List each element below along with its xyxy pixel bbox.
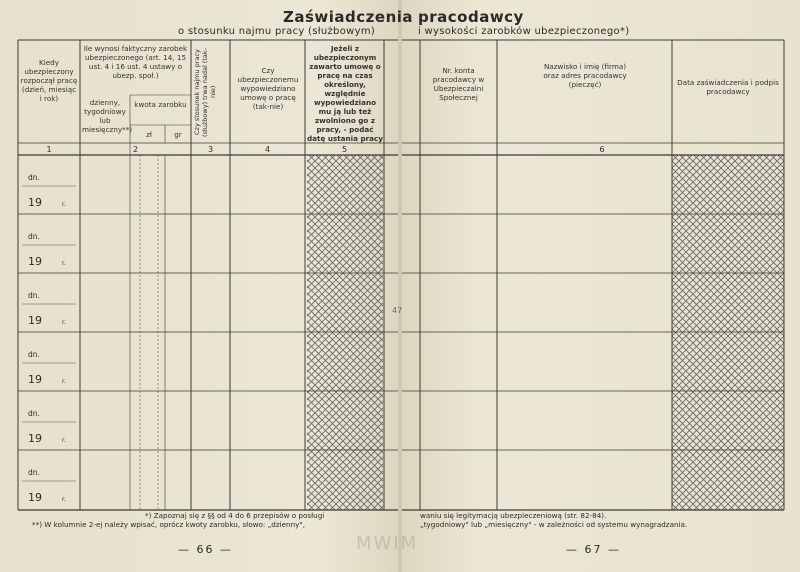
- footnote-1-right: waniu się legitymacją ubezpieczeniową (str. 82-84).: [420, 511, 607, 520]
- col6c-header: Data zaświadczenia i podpis pracodawcy: [677, 78, 779, 96]
- row-day-label: dn.: [28, 291, 40, 300]
- col-number-3: 3: [207, 145, 214, 154]
- row-year-label: 19: [28, 432, 42, 445]
- col-number-6: 6: [599, 145, 605, 154]
- col2-header: Ile wynosi faktyczny zarobek ubezpieczonego (art. 14, 15 ust. 4 i 16 ust. 4 ustawy o ubezp. społ.): [83, 44, 188, 80]
- col5-header: Jeżeli z ubezpieczonym zawarto umowę o pracę na czas określony, względnie wypowiedziano mu ją lub też zwolniono go z pracy, - podać datę ustania pracy: [307, 44, 383, 143]
- col6b-header: Nazwisko i imię (firma) oraz adres pracodawcy (pieczęć): [543, 62, 627, 89]
- title-left: Zaświadczenia: [283, 8, 414, 26]
- row-day-label: dn.: [28, 350, 40, 359]
- col6a-header: Nr. konta pracodawcy w Ubezpieczalni Społecznej: [432, 66, 485, 102]
- row-r-label: r.: [62, 260, 66, 267]
- row-year-label: 19: [28, 196, 42, 209]
- footnote-2-left: **) W kolumnie 2-ej należy wpisać, oprócz kwoty zarobku, słowo: „dzienny",: [32, 520, 306, 529]
- col2b-header: kwota zarobku: [134, 100, 187, 109]
- col2-zl: zł: [146, 130, 152, 139]
- footnote-1-left: *) Zapoznaj się z §§ od 4 do 6 przepisów o posługi: [145, 511, 325, 520]
- hatched-col6c: [672, 155, 784, 510]
- title-right: pracodawcy: [418, 8, 524, 26]
- row-day-label: dn.: [28, 409, 40, 418]
- row-r-label: r.: [62, 437, 66, 444]
- footnote-2-right: „tygodniowy" lub „miesięczny" - w zależności od systemu wynagradzania.: [420, 520, 688, 529]
- row-day-label: dn.: [28, 173, 40, 182]
- col1-header: Kiedy ubezpieczony rozpoczął pracę (dzień, miesiąc i rok): [20, 58, 78, 103]
- row-r-label: r.: [62, 201, 66, 208]
- watermark: MWIM: [356, 533, 419, 554]
- subtitle-left: o stosunku najmu pracy (służbowym): [178, 26, 376, 37]
- row-day-label: dn.: [28, 468, 40, 477]
- col-number-1: 1: [46, 145, 52, 154]
- row-year-label: 19: [28, 255, 42, 268]
- subtitle-right: i wysokości zarobków ubezpieczonego*): [418, 26, 630, 37]
- row-r-label: r.: [62, 496, 66, 503]
- margin-number: 47: [392, 306, 403, 315]
- col2-gr: gr: [174, 130, 182, 139]
- col-number-5: 5: [341, 145, 348, 154]
- row-year-label: 19: [28, 491, 42, 504]
- col-number-4: 4: [264, 145, 271, 154]
- col3-header: Czy stosunek najmu pracy (służbowy) trwa nadal (tak-nie): [193, 47, 217, 137]
- col4-header: Czy ubezpieczonemu wypowiedziano umowę o pracę (tak-nie): [237, 66, 299, 111]
- row-r-label: r.: [62, 319, 66, 326]
- col2a-header: dzienny, tygodniowy lub miesięczny**): [82, 98, 133, 134]
- row-day-label: dn.: [28, 232, 40, 241]
- page-number-right: — 67 —: [566, 543, 621, 556]
- row-year-label: 19: [28, 314, 42, 327]
- page-number-left: — 66 —: [178, 543, 233, 556]
- row-year-label: 19: [28, 373, 42, 386]
- row-r-label: r.: [62, 378, 66, 385]
- col-number-2: 2: [132, 145, 139, 154]
- hatched-col5: [307, 155, 383, 510]
